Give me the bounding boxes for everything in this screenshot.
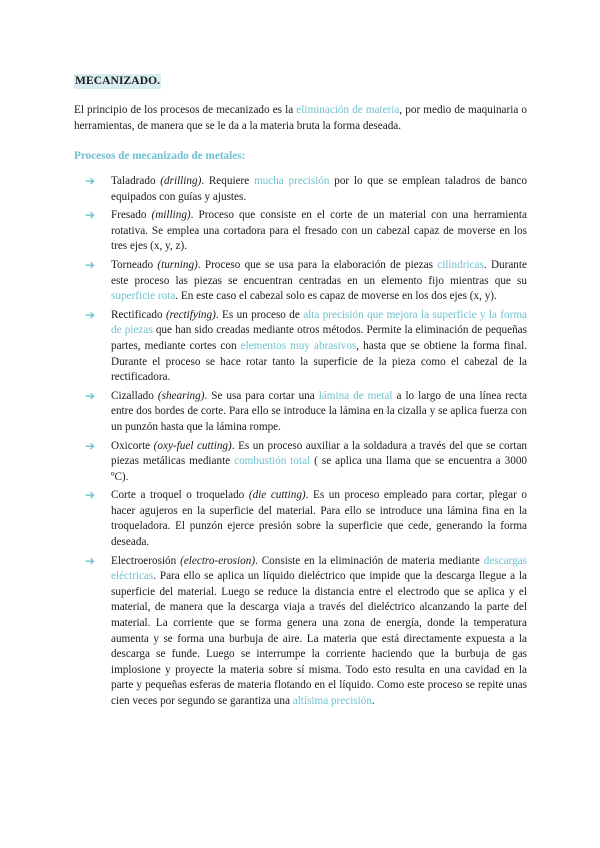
- highlighted-term: altísima precisión: [292, 695, 372, 707]
- list-item-text: [111, 489, 527, 548]
- english-term: (oxy-fuel cutting): [153, 439, 232, 452]
- list-item-text: [111, 175, 527, 203]
- english-term: (shearing): [157, 389, 205, 402]
- text-run: . Es un proceso auxiliar a la soldadura a través del que se cortan piezas metálicas mediante: [111, 439, 527, 468]
- arrow-right-icon: ➔: [85, 553, 96, 568]
- text-run: . Para ello se aplica un líquido dieléctrico que impide que la descarga llegue a la superficie del material. Luego se reduce la distancia entre el electrodo que se aplica y el material, de manera que la descarga viaja a través del dieléctrico alcanzando la parte del material. La corriente que se forma genera una zona de energía, donde la temperatura aumenta y se forma una burbuja de aire. La materia que está directamente expuesta a la descarga se funde. Luego se interrumpe la corriente haciendo que la burbuja de gas implosione y proyecte la materia sobre sí misma. Todo esto resulta en una cavidad en la parte y pequeñas esferas de materia flotando en el líquido. Como este proceso se repite unas cien veces por segundo se garantiza una: [111, 570, 527, 707]
- arrow-right-icon: ➔: [85, 388, 96, 403]
- arrow-right-icon: ➔: [85, 257, 96, 272]
- text-run: Electroerosión: [111, 554, 181, 567]
- text-run: ( se aplica una llama que se encuentra a 3000 ºC).: [111, 455, 528, 483]
- arrow-right-icon: ➔: [85, 307, 96, 322]
- text-run: . Es un proceso de: [215, 308, 304, 321]
- list-item-torneado: [74, 258, 527, 305]
- list-item-text: [111, 209, 527, 252]
- list-item-text: [111, 309, 527, 383]
- arrow-right-icon: ➔: [85, 208, 96, 223]
- highlighted-term: mucha precisión: [253, 175, 330, 187]
- highlighted-term: lámina de metal: [318, 389, 393, 402]
- text-run: . En este caso el cabezal solo es capaz de moverse en los dos ejes (x, y).: [175, 290, 497, 303]
- highlighted-term: cilíndricas: [437, 258, 484, 271]
- english-term: (turning): [157, 258, 198, 271]
- list-item-rectificado: [74, 308, 527, 386]
- list-item-text: [111, 259, 527, 302]
- text-run: . Requiere: [201, 175, 254, 187]
- text-run: . Proceso que consiste en el corte de un material con una herramienta rotativa. Se emplea una cortadora para el fresado con un cabezal capaz de moverse en los tres ejes (x, y, z).: [111, 209, 528, 253]
- arrow-right-icon: ➔: [85, 438, 96, 453]
- list-item-electroerosion: [74, 554, 527, 710]
- list-item-text: [111, 390, 527, 433]
- list-item-oxicorte: [74, 439, 527, 486]
- text-run: . Se usa para cortar una: [204, 389, 319, 402]
- highlighted-term: superficie rota: [111, 290, 176, 303]
- english-term: (die cutting): [248, 489, 306, 502]
- highlighted-term: eliminación de materia: [296, 104, 400, 116]
- text-run: que han sido creadas mediante otros métodos. Permite la eliminación de pequeñas partes, mediante cortes con: [111, 324, 527, 352]
- highlighted-term: combustión total: [234, 455, 311, 468]
- text-run: Corte a troquel o troquelado: [111, 489, 249, 502]
- english-term: (rectifying): [165, 308, 216, 321]
- list-item-taladrado: [74, 174, 527, 205]
- text-run: Torneado: [111, 258, 158, 271]
- text-run: Taladrado: [111, 175, 161, 187]
- text-run: por lo que se emplean taladros de banco equipados con guías y ajustes.: [111, 175, 527, 203]
- highlighted-term: elementos muy abrasivos: [240, 339, 357, 352]
- list-item-fresado: [74, 208, 527, 255]
- text-run: Cizallado: [111, 389, 158, 402]
- list-item-text: [111, 440, 527, 483]
- text-run: , hasta que se obtiene la forma final. Durante el proceso se hace rotar tanto la superficie de la pieza como el cabezal de la rectificadora.: [111, 339, 527, 384]
- text-run: a lo largo de una línea recta entre dos bordes de corte. Para ello se introduce la lámina en la cizalla y se aplica fuerza con un punzón hasta que la lámina rompe.: [111, 389, 528, 433]
- english-term: (milling): [151, 209, 191, 222]
- text-run: Fresado: [111, 209, 152, 222]
- text-run: , por medio de maquinaria o herramientas, de manera que se le da a la materia bruta la forma deseada.: [74, 104, 528, 132]
- list-item-text: [111, 555, 527, 707]
- text-run: Oxicorte: [111, 439, 154, 452]
- text-run: Rectificado: [111, 308, 166, 321]
- intro-paragraph: [74, 102, 527, 134]
- arrow-right-icon: ➔: [85, 488, 96, 503]
- text-run: . Consiste en la eliminación de materia mediante: [255, 554, 484, 567]
- text-run: . Durante este proceso las piezas se encuentran centradas en un elemento fijo mientras que su: [111, 258, 527, 287]
- highlighted-term: descargas eléctricas: [111, 554, 527, 583]
- text-run: .: [371, 695, 375, 707]
- process-list: [74, 174, 527, 710]
- list-item-troquelado: [74, 488, 527, 550]
- english-term: (electro-erosion): [180, 554, 256, 567]
- highlighted-term: alta precisión que mejora la superficie y la forma de piezas: [111, 308, 527, 337]
- english-term: (drilling): [160, 175, 202, 187]
- arrow-right-icon: ➔: [85, 174, 96, 188]
- text-run: . Es un proceso empleado para cortar, plegar o hacer agujeros en la superficie del material. Para ello se introduce una lámina fina en la troqueladora. El punzón ejerce presión sobre la superficie que cede, generando la forma deseada.: [111, 489, 527, 549]
- text-run: . Proceso que se usa para la elaboración de piezas: [197, 258, 438, 271]
- text-run: El principio de los procesos de mecanizado es la: [74, 104, 297, 116]
- document-title: MECANIZADO.: [75, 75, 161, 87]
- list-item-cizallado: [74, 389, 527, 436]
- section-heading: Procesos de mecanizado de metales:: [74, 150, 246, 162]
